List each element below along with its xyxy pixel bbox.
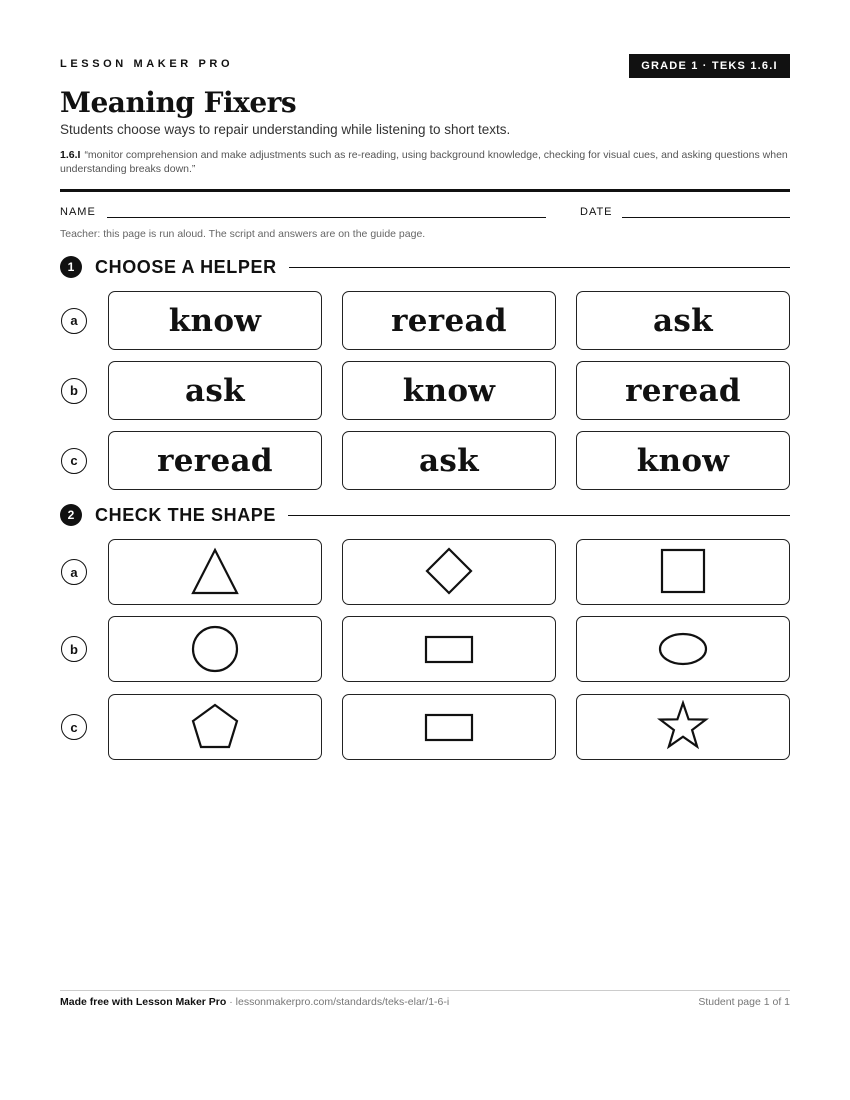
section-divider (288, 515, 790, 516)
triangle-shape (193, 550, 237, 593)
shape-choice-card[interactable] (342, 616, 556, 682)
star-icon (653, 700, 713, 754)
rectangle-icon (419, 622, 479, 676)
section-number: 1 (60, 256, 82, 278)
section-number: 2 (60, 504, 82, 526)
row-letter: c (61, 714, 87, 740)
word-choice-card[interactable] (108, 361, 322, 420)
word-choice-card[interactable] (342, 291, 556, 350)
footer-url[interactable]: · lessonmakerpro.com/standards/teks-elar/1-6-i (226, 996, 450, 1008)
word-choice-card[interactable] (576, 431, 790, 490)
circle-shape (193, 627, 237, 671)
date-label: DATE (580, 206, 613, 218)
diamond-icon (419, 545, 479, 599)
footer-divider (60, 990, 790, 991)
shape-choice-card[interactable] (342, 539, 556, 605)
shape-choice-card[interactable] (342, 694, 556, 760)
word-choice-label: know (636, 442, 730, 479)
row-letter: c (61, 448, 87, 474)
word-choice-card[interactable] (576, 361, 790, 420)
rectangle-shape (426, 715, 472, 740)
section-title: CHECK THE SHAPE (95, 504, 277, 525)
footer-credit (60, 996, 449, 1008)
row-letter: a (61, 559, 87, 585)
circle-icon (185, 622, 245, 676)
standard-text: “monitor comprehension and make adjustments such as re-reading, using background knowledge, checking for visual cues, and asking questions when understanding breaks down.” (60, 149, 788, 175)
triangle-icon (185, 545, 245, 599)
oval-shape (660, 634, 706, 664)
word-choice-card[interactable] (342, 431, 556, 490)
shape-choice-card[interactable] (108, 539, 322, 605)
word-choice-label: ask (653, 302, 713, 339)
standard-code: 1.6.I (60, 149, 81, 161)
word-choice-card[interactable] (108, 291, 322, 350)
word-choice-label: reread (157, 442, 273, 479)
word-choice-label: know (168, 302, 262, 339)
shape-choice-card[interactable] (576, 694, 790, 760)
grade-badge: GRADE 1 · TEKS 1.6.I (629, 54, 790, 78)
date-field-line[interactable] (622, 217, 790, 218)
rectangle-shape (426, 637, 472, 662)
diamond-shape (427, 549, 471, 593)
word-choice-label: reread (391, 302, 507, 339)
word-choice-card[interactable] (576, 291, 790, 350)
word-choice-card[interactable] (342, 361, 556, 420)
square-icon (653, 545, 713, 599)
row-letter: b (61, 378, 87, 404)
word-choice-label: ask (185, 372, 245, 409)
square-shape (662, 550, 704, 592)
header-divider (60, 189, 790, 192)
shape-choice-card[interactable] (576, 616, 790, 682)
pentagon-icon (185, 700, 245, 754)
word-choice-label: ask (419, 442, 479, 479)
footer-page-number: Student page 1 of 1 (698, 996, 790, 1008)
rectangle-icon (419, 700, 479, 754)
teacher-note: Teacher: this page is run aloud. The script and answers are on the guide page. (60, 228, 426, 240)
oval-icon (653, 622, 713, 676)
pentagon-shape (193, 705, 237, 747)
section-title: CHOOSE A HELPER (95, 256, 277, 277)
star-shape (660, 703, 706, 747)
name-label: NAME (60, 206, 96, 218)
word-choice-label: reread (625, 372, 741, 409)
section-1-header (60, 255, 790, 279)
page-title: Meaning Fixers (60, 86, 297, 119)
brand-name: LESSON MAKER PRO (60, 58, 234, 70)
footer-made-with: Made free with Lesson Maker Pro (60, 996, 227, 1008)
shape-choice-card[interactable] (108, 616, 322, 682)
row-letter: a (61, 308, 87, 334)
row-letter: b (61, 636, 87, 662)
word-choice-label: know (402, 372, 496, 409)
name-field-line[interactable] (107, 217, 546, 218)
standard-description (60, 148, 790, 176)
page-subtitle: Students choose ways to repair understanding while listening to short texts. (60, 122, 511, 137)
section-divider (289, 267, 790, 268)
word-choice-card[interactable] (108, 431, 322, 490)
section-2-header (60, 503, 790, 527)
shape-choice-card[interactable] (108, 694, 322, 760)
shape-choice-card[interactable] (576, 539, 790, 605)
